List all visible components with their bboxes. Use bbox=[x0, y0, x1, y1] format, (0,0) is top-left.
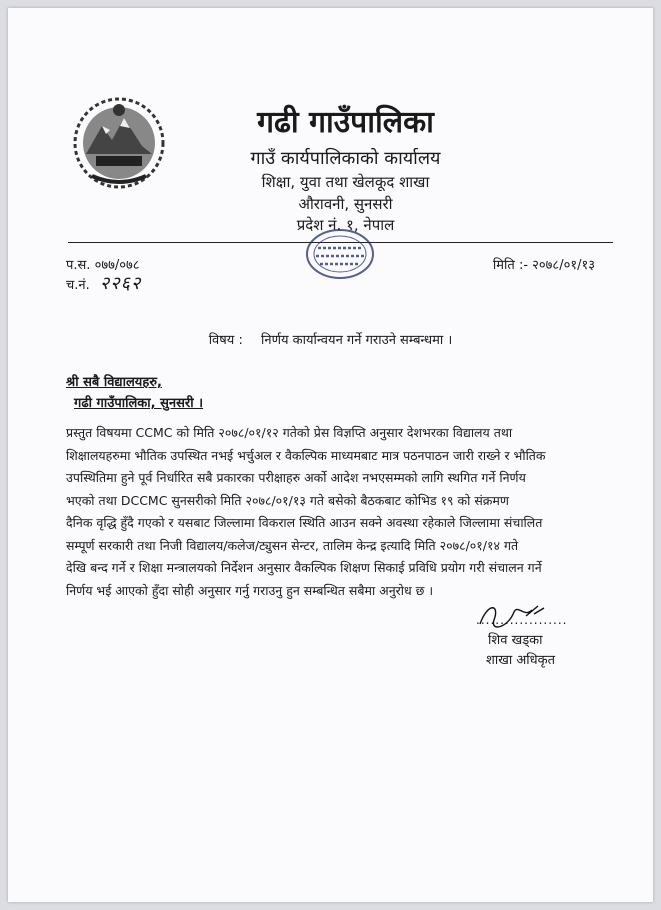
date-label: मिति :- bbox=[492, 258, 529, 273]
office-name: गाउँ कार्यपालिकाको कार्यालय bbox=[250, 148, 441, 169]
letter-body bbox=[66, 422, 614, 602]
addressee-line-2: गढी गाउँपालिका, सुनसरी । bbox=[74, 396, 204, 411]
letter-date bbox=[493, 255, 595, 273]
body-line: उपस्थितिमा हुने पूर्व निर्धारित सबै प्रकारका परीक्षाहरु अर्को आदेश नभएसम्मको लागि स्थगित गर्ने निर्णय bbox=[66, 470, 526, 485]
date-value: २०७८/०१/१३ bbox=[532, 258, 595, 273]
body-line: सम्पूर्ण सरकारी तथा निजी विद्यालय/कलेज/ट्युसन सेन्टर, तालिम केन्द्र इत्यादि मिति २०७८/०१/१४ गते bbox=[66, 537, 519, 553]
ps-value: ०७७/०७८ bbox=[94, 258, 140, 273]
body-line: निर्णय भई आएको हुँदा सोही अनुसार गर्नु गराउनु हुन सम्बन्धित सबैमा अनुरोध छ । bbox=[66, 582, 434, 598]
branch-name: शिक्षा, युवा तथा खेलकूद शाखा bbox=[261, 173, 430, 191]
subject-line bbox=[8, 330, 653, 348]
body-line: दैनिक वृद्धि हुँदै गएको र यसबाट जिल्लामा विकराल स्थिति आउन सक्ने अवस्था रहेकाले जिल्लामा संचालित bbox=[66, 515, 543, 530]
signatory-title: शाखा अधिकृत bbox=[486, 653, 556, 668]
office-stamp-icon bbox=[304, 226, 376, 282]
body-line: भएको तथा DCCMC सुनसरीको मिति २०७८/०१/१३ गते बसेको बैठकबाट कोभिड १९ को संक्रमण bbox=[66, 492, 509, 508]
body-line: शिक्षालयहरुमा भौतिक उपस्थित नभई भर्चुअल र वैकल्पिक माध्यमबाट मात्र पठनपाठन जारी राख्ने र भौतिक bbox=[66, 447, 546, 463]
dispatch-number bbox=[66, 271, 141, 295]
subject-text: निर्णय कार्यान्वयन गर्ने गराउने सम्बन्धमा । bbox=[261, 333, 453, 348]
letter-page bbox=[8, 8, 653, 902]
signatory-name: शिव खड्का bbox=[488, 633, 543, 648]
cn-label: च.नं. bbox=[66, 278, 90, 293]
subject-label: विषय : bbox=[208, 333, 243, 348]
office-location: औरावनी, सुनसरी bbox=[298, 195, 393, 213]
cn-value: २२६२ bbox=[99, 273, 142, 294]
signature-line: ................... bbox=[476, 613, 568, 627]
municipality-title: गढी गाउँपालिका bbox=[257, 105, 434, 140]
addressee-line-1: श्री सबै विद्यालयहरु, bbox=[66, 375, 162, 390]
ps-label: प.स. bbox=[66, 258, 91, 273]
body-line: प्रस्तुत विषयमा CCMC को मिति २०७८/०१/१२ गतेको प्रेस विज्ञप्ति अनुसार देशभरका विद्यालय तथा bbox=[66, 425, 513, 440]
body-line: देखि बन्द गर्ने र शिक्षा मन्त्रालयको निर्देशन अनुसार वैकल्पिक शिक्षण सिकाई प्रविधि प्रयोग गरी संचालन गर्ने bbox=[66, 560, 542, 575]
province-name: प्रदेश नं. १, नेपाल bbox=[296, 216, 395, 234]
